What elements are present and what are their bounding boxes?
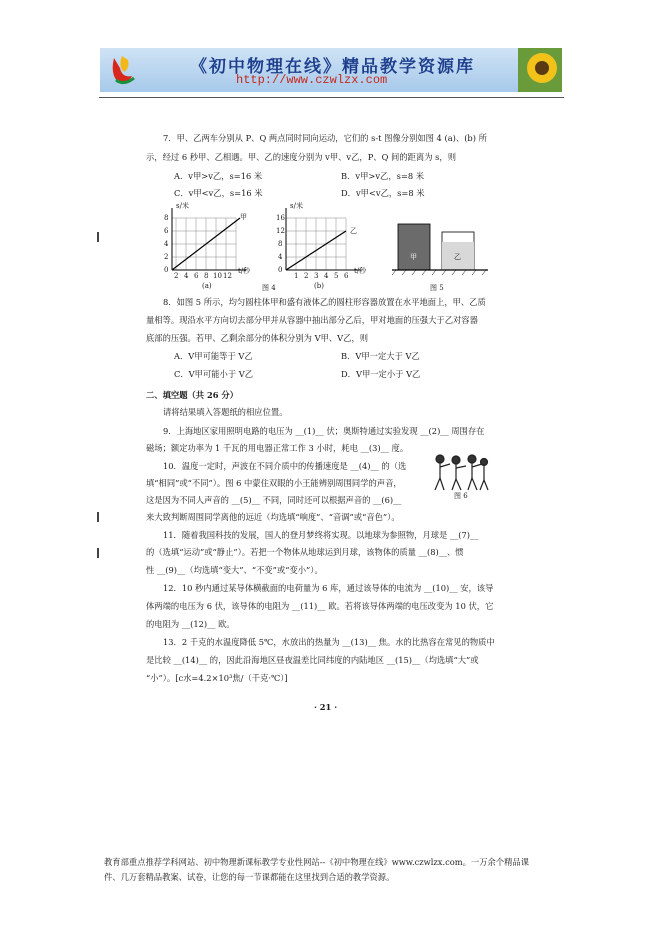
q8-stem-line1: 8．如图 5 所示，均匀圆柱体甲和盛有液体乙的圆柱形容器放置在水平地面上，甲、乙质 bbox=[163, 297, 486, 307]
figure-4a-ytick: 4 bbox=[164, 240, 169, 248]
q7-option-d: D．v甲<v乙，s=8 米 bbox=[341, 188, 425, 198]
figure-4a bbox=[162, 200, 262, 292]
figure-4b-xtick: 4 bbox=[324, 272, 329, 280]
figure-4b-xlabel: t/秒 bbox=[354, 267, 367, 275]
q11-line2: 的（选填“运动”或“静止”）。若把一个物体从地球运到月球，该物体的质量 __(8)__、惯 bbox=[146, 547, 464, 557]
q7-stem-line1: 7．甲、乙两车分别从 P、Q 两点同时同向运动，它们的 s-t 图像分别如图 4 (a)、(b) 所 bbox=[163, 133, 487, 143]
site-url[interactable]: http://www.czwlzx.com bbox=[236, 73, 388, 87]
q11-line3: 性 __(9)__（均选填“变大”、“不变”或“变小”）。 bbox=[146, 565, 323, 575]
q10-line4: 来大致判断周围同学离他的远近（均选填“响度”、“音调”或“音色”）。 bbox=[146, 512, 400, 522]
figure-4a-ytick: 6 bbox=[164, 227, 169, 235]
q13-line3: “小”）。[c水=4.2×10³焦/（千克·℃）] bbox=[146, 673, 288, 683]
figure-5-label-jia: 甲 bbox=[410, 253, 417, 261]
q8-option-c: C．V甲可能小于 V乙 bbox=[174, 369, 254, 379]
figure-5-caption: 图 5 bbox=[430, 284, 444, 292]
figure-4a-ytick: 0 bbox=[164, 266, 169, 274]
q8-stem-line2: 量相等。现沿水平方向切去部分甲并从容器中抽出部分乙后，甲对地面的压强大于乙对容器 bbox=[146, 315, 478, 325]
q8-option-d: D．V甲一定小于 V乙 bbox=[341, 369, 421, 379]
q10-line2: 填“相同”或“不同”）。图 6 中蒙住双眼的小王能辨别周围同学的声音， bbox=[146, 478, 402, 488]
q12-line2: 体两端的电压为 6 伏，该导体的电阻为 __(11)__ 欧。若将该导体两端的电压改变为 10 伏，它 bbox=[146, 601, 494, 611]
footer-line1: 教育部重点推荐学科网站、初中物理新课标教学专业性网站--《初中物理在线》www.czwlzx.com。一万余个精品课 bbox=[104, 857, 530, 867]
q10-line3: 这是因为不同人声音的 __(5)__ 不同，同时还可以根据声音的 __(6)__ bbox=[146, 495, 402, 505]
q8-option-a: A．V甲可能等于 V乙 bbox=[174, 351, 253, 361]
figure-4-caption: 图 4 bbox=[262, 284, 276, 292]
q9-line2: 磁场；额定功率为 1 千瓦的用电器正常工作 3 小时，耗电 __(3)__ 度。 bbox=[146, 443, 409, 453]
q13-line2: 是比较 __(14)__ 的，因此沿海地区昼夜温差比同纬度的内陆地区 __(15)__（均选填“大”或 bbox=[146, 655, 479, 665]
figure-4a-xtick: 6 bbox=[194, 272, 199, 280]
section-title: 二、填空题（共 26 分） bbox=[146, 390, 238, 400]
figure-5-drawing bbox=[392, 220, 492, 280]
figure-4a-xtick: 2 bbox=[174, 272, 179, 280]
q9-line1: 9．上海地区家用照明电路的电压为 __(1)__ 伏；奥斯特通过实验发现 __(2)__ 周围存在 bbox=[163, 426, 485, 436]
site-logo-icon bbox=[108, 54, 136, 86]
figure-6-caption: 图 6 bbox=[454, 492, 468, 500]
header-rule bbox=[99, 97, 564, 98]
q12-line1: 12．10 秒内通过某导体横截面的电荷量为 6 库，通过该导体的电流为 __(10)__ 安，该导 bbox=[163, 583, 494, 593]
header-banner bbox=[100, 48, 562, 92]
q11-line1: 11．随着我国科技的发展，国人的登月梦终将实现。以地球为参照物，月球是 __(7)__ bbox=[163, 530, 479, 540]
q7-option-c: C．v甲<v乙，s=16 米 bbox=[174, 188, 263, 198]
figure-4b-xtick: 6 bbox=[344, 272, 349, 280]
figure-4b-ytick: 12 bbox=[276, 227, 285, 235]
figure-4a-xtick: 10 bbox=[213, 272, 222, 280]
sunflower-icon bbox=[518, 48, 562, 92]
figure-4b bbox=[276, 200, 376, 292]
figure-4a-xtick: 12 bbox=[223, 272, 232, 280]
figure-4b-ylabel: s/米 bbox=[290, 202, 303, 210]
figure-4a-line-label: 甲 bbox=[240, 213, 247, 221]
figure-4b-xtick: 1 bbox=[294, 272, 299, 280]
q13-line1: 13．2 千克的水温度降低 5℃，水放出的热量为 __(13)__ 焦。水的比热容在常见的物质中 bbox=[163, 637, 495, 647]
q7-option-b: B．v甲>v乙，s=8 米 bbox=[341, 171, 425, 181]
margin-mark bbox=[97, 232, 99, 242]
figure-4a-xtick: 8 bbox=[204, 272, 209, 280]
figure-6-drawing bbox=[430, 452, 490, 492]
q8-option-b: B．V甲一定大于 V乙 bbox=[341, 351, 420, 361]
q10-line1: 10．温度一定时，声波在不同介质中的传播速度是 __(4)__ 的（选 bbox=[163, 461, 407, 471]
figure-4b-xtick: 5 bbox=[334, 272, 339, 280]
q12-line3: 的电阻为 __(12)__ 欧。 bbox=[146, 619, 235, 629]
cylinder-jia bbox=[398, 224, 430, 270]
footer-line2: 件、几万套精品教案、试卷，让您的每一节课都能在这里找到合适的教学资源。 bbox=[104, 872, 395, 882]
q7-stem-line2: 示，经过 6 秒甲、乙相遇。甲、乙的速度分别为 v甲、v乙，P、Q 间的距离为 s，则 bbox=[146, 152, 456, 162]
figure-4a-ytick: 8 bbox=[164, 214, 169, 222]
figure-4a-ylabel: s/米 bbox=[176, 202, 189, 210]
section-instruction: 请将结果填入答题纸的相应位置。 bbox=[163, 407, 288, 417]
page-number: · 21 · bbox=[314, 702, 338, 712]
figure-4a-xlabel: t/秒 bbox=[238, 267, 251, 275]
figure-4b-xtick: 3 bbox=[314, 272, 319, 280]
figure-6 bbox=[430, 452, 490, 500]
margin-mark bbox=[97, 512, 99, 522]
figure-5-label-yi: 乙 bbox=[454, 253, 461, 261]
margin-mark bbox=[97, 548, 99, 558]
figure-5 bbox=[392, 220, 492, 292]
figure-4a-caption: (a) bbox=[202, 282, 212, 290]
figure-4b-ytick: 4 bbox=[278, 253, 283, 261]
figure-4b-ytick: 16 bbox=[276, 214, 285, 222]
figure-4b-xtick: 2 bbox=[304, 272, 309, 280]
site-title: 《初中物理在线》精品教学资源库 bbox=[190, 57, 475, 77]
figure-4a-ytick: 2 bbox=[164, 253, 169, 261]
q7-option-a: A．v甲>v乙，s=16 米 bbox=[174, 171, 263, 181]
figure-4b-caption: (b) bbox=[314, 282, 324, 290]
figure-4b-ytick: 8 bbox=[278, 240, 283, 248]
figure-4b-line-label: 乙 bbox=[350, 227, 357, 235]
figure-4a-xtick: 4 bbox=[184, 272, 189, 280]
figure-4b-ytick: 0 bbox=[278, 266, 283, 274]
q8-stem-line3: 底部的压强。若甲、乙剩余部分的体积分别为 V甲、V乙，则 bbox=[146, 333, 369, 343]
